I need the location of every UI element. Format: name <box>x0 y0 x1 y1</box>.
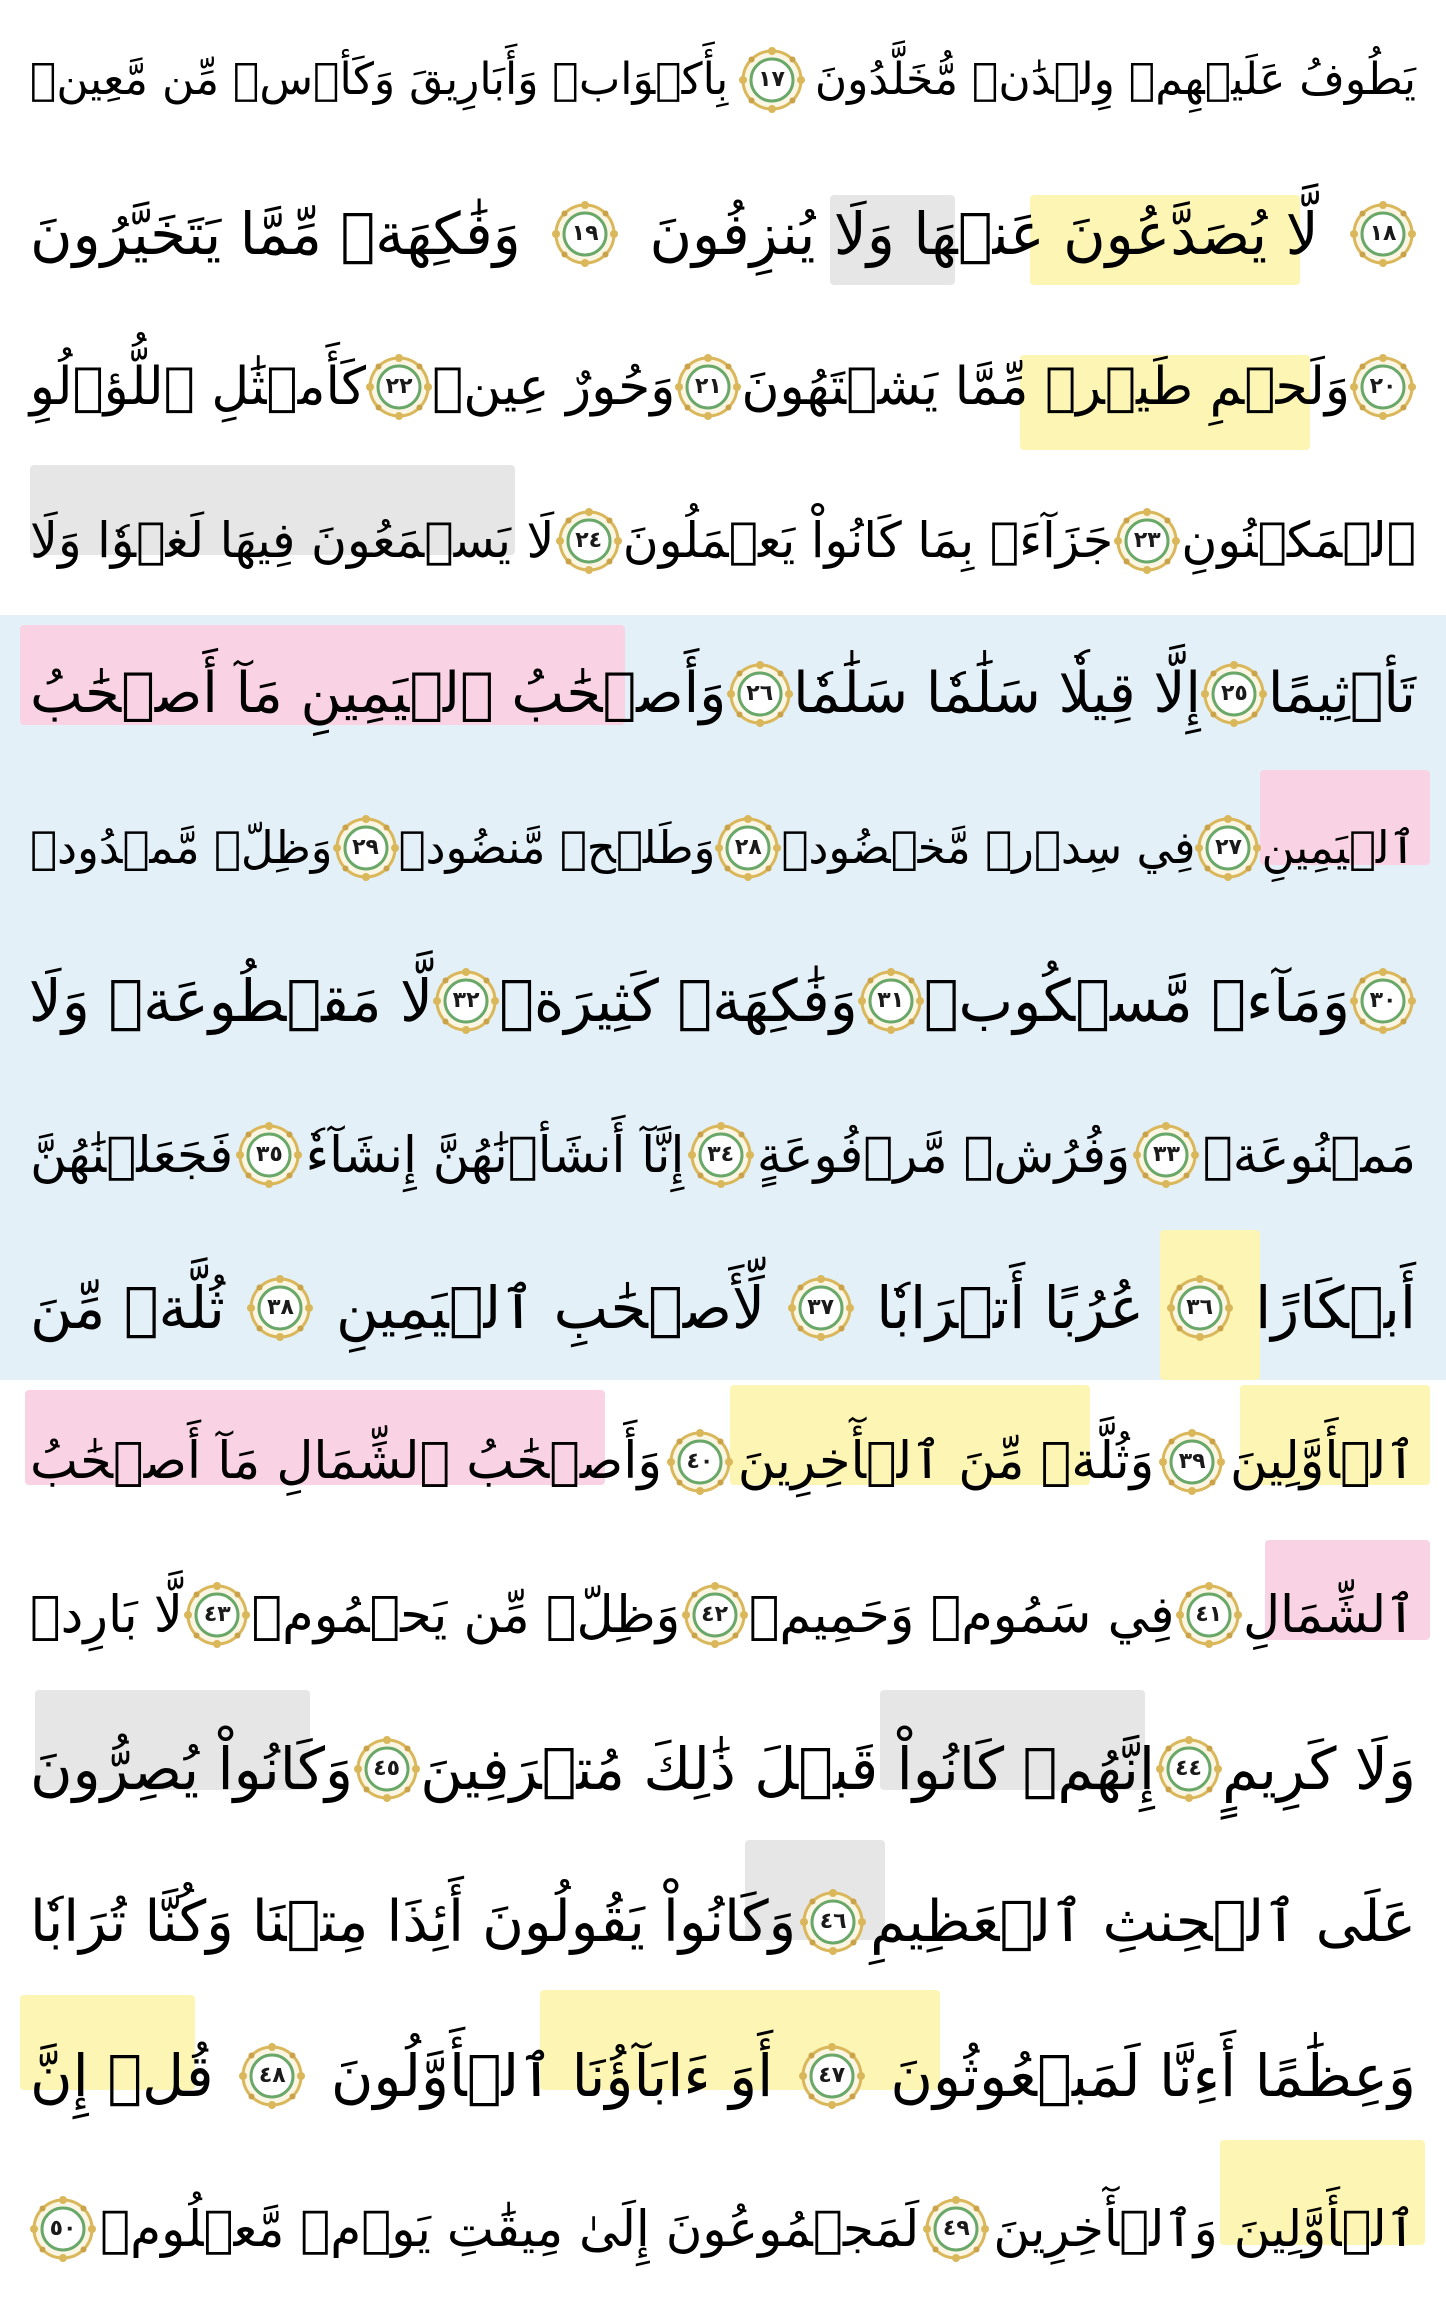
text-line <box>30 1857 1416 1987</box>
verse-text: كَأَمۡثَٰلِ ٱللُّؤۡلُوِ <box>29 357 367 417</box>
ayah-number-marker <box>667 1429 733 1495</box>
ayah-number: ٢١ <box>694 374 722 399</box>
verse-text: ٱلۡأَوَّلِينَ <box>1230 1432 1416 1491</box>
text-line <box>30 1550 1416 1680</box>
text-line <box>30 476 1416 606</box>
verse-text: إِنَّآ أَنشَأۡنَٰهُنَّ إِنشَآءٗ <box>305 1125 685 1184</box>
verse-text: لِّأَصۡحَٰبِ ٱلۡيَمِينِ <box>336 1274 766 1342</box>
verse-text: بِأَكۡوَابٖ وَأَبَارِيقَ وَكَأۡسٖ مِّن مَّعِينٖ <box>30 54 729 105</box>
ayah-number: ٢٠ <box>1369 374 1397 399</box>
verse-text: وَفُرُشٖ مَّرۡفُوعَةٍ <box>756 1125 1131 1184</box>
ayah-number: ٤٠ <box>686 1448 714 1474</box>
verse-text: وَكَانُواْ يَقُولُونَ أَئِذَا مِتۡنَا وَكُنَّا تُرَابٗا <box>30 1888 797 1955</box>
ayah-number: ٣٣ <box>1153 1141 1180 1167</box>
verse-text: جَزَآءَۢ بِمَا كَانُواْ يَعۡمَلُونَ <box>622 512 1114 569</box>
verse-text: ثُلَّةٞ مِّنَ <box>30 1274 225 1342</box>
verse-text: وَفَٰكِهَةٖ مِّمَّا يَتَخَيَّرُونَ <box>30 199 521 268</box>
ayah-number-marker <box>552 201 618 267</box>
ayah-number: ٤٦ <box>819 1909 847 1934</box>
verse-text: أَبۡكَارًا <box>1255 1274 1416 1342</box>
verse-text: ٱلۡأَوَّلِينَ وَٱلۡأٓخِرِينَ <box>993 2200 1416 2258</box>
verse-text: لَمَجۡمُوعُونَ إِلَىٰ مِيقَٰتِ يَوۡمٖ مَّعۡلُومٖ <box>100 2200 920 2258</box>
verse-text: لَّا مَقۡطُوعَةٖ وَلَا <box>28 967 434 1035</box>
text-line <box>30 2011 1416 2141</box>
ayah-number-marker <box>800 1889 866 1955</box>
ayah-number-marker <box>1176 1582 1242 1648</box>
ayah-number: ٢٧ <box>1215 834 1242 860</box>
text-line <box>30 629 1416 759</box>
ayah-number-marker <box>788 1275 854 1341</box>
ayah-number: ٣٥ <box>255 1141 283 1167</box>
verse-text: وَفَٰكِهَةٖ كَثِيرَةٖ <box>499 967 858 1035</box>
text-line <box>30 783 1416 913</box>
ayah-number-marker <box>239 2043 305 2109</box>
verse-text: ٱلۡمَكۡنُونِ <box>1181 512 1416 569</box>
ayah-number-marker <box>923 2196 989 2262</box>
ayah-number: ٢٨ <box>734 834 762 860</box>
ayah-number-marker <box>1350 354 1416 420</box>
verse-text: وَظِلّٖ مَّمۡدُودٖ <box>30 821 333 874</box>
verse-text: وَلَحۡمِ طَيۡرٖ مِّمَّا يَشۡتَهُونَ <box>741 357 1350 417</box>
text-line <box>30 169 1416 299</box>
text-line <box>30 1090 1416 1220</box>
ayah-number: ٢٦ <box>746 681 774 706</box>
ayah-number-marker <box>30 2196 96 2262</box>
ayah-number-marker <box>739 47 805 113</box>
ayah-number: ٣٤ <box>707 1141 735 1167</box>
ayah-number-marker <box>354 1736 420 1802</box>
ayah-number: ٤٤ <box>1175 1755 1202 1781</box>
verse-text: أَوَ ءَابَآؤُنَا ٱلۡأَوَّلُونَ <box>330 2041 774 2110</box>
ayah-number: ٤٣ <box>203 1602 231 1627</box>
ayah-number-marker <box>1350 201 1416 267</box>
verse-text: ٱلشِّمَالِ <box>1243 1585 1416 1645</box>
ayah-number: ٢٩ <box>352 834 379 860</box>
ayah-number-marker <box>366 354 432 420</box>
verse-text: وَطَلۡحٖ مَّنضُودٖ <box>398 821 716 874</box>
verse-text: ٱلۡيَمِينِ <box>1261 821 1416 874</box>
ayah-number: ٤٧ <box>818 2062 846 2088</box>
ayah-number: ٢٤ <box>575 527 603 553</box>
verse-text: وَكَانُواْ يُصِرُّونَ <box>30 1734 354 1803</box>
ayah-number-marker <box>1156 1736 1222 1802</box>
ayah-number: ٤٥ <box>373 1755 401 1781</box>
ayah-number: ٣٢ <box>452 988 480 1013</box>
text-line <box>30 15 1416 145</box>
ayah-number-marker <box>858 968 924 1034</box>
ayah-number: ٤١ <box>1195 1602 1223 1627</box>
verse-text: إِلَّا قِيلٗا سَلَٰمٗا سَلَٰمٗا <box>793 661 1201 726</box>
ayah-number-marker <box>247 1275 313 1341</box>
verse-text: وَأَصۡحَٰبُ ٱلشِّمَالِ مَآ أَصۡحَٰبُ <box>30 1432 663 1491</box>
ayah-number: ٣١ <box>877 988 905 1013</box>
text-line <box>30 322 1416 452</box>
ayah-number: ٥٠ <box>49 2216 77 2241</box>
ayah-number-marker <box>1133 1122 1199 1188</box>
ayah-number-marker <box>333 815 399 881</box>
verse-text: قُلۡ إِنَّ <box>30 2041 214 2110</box>
ayah-number-marker <box>727 661 793 727</box>
verse-text: وَظِلّٖ مِّن يَحۡمُومٖ <box>251 1585 681 1645</box>
ayah-number: ٢٢ <box>385 374 413 399</box>
ayah-number-marker <box>675 354 741 420</box>
verse-text: فِي سَمُومٖ وَحَمِيمٖ <box>748 1585 1175 1645</box>
ayah-number-marker <box>715 815 781 881</box>
ayah-number-marker <box>1114 508 1180 574</box>
verse-text: وَثُلَّةٞ مِّنَ ٱلۡأٓخِرِينَ <box>737 1432 1155 1491</box>
verse-text: فَجَعَلۡنَٰهُنَّ <box>30 1125 234 1184</box>
ayah-number-marker <box>682 1582 748 1648</box>
ayah-number: ١٨ <box>1369 220 1397 246</box>
verse-text: تَأۡثِيمًا <box>1267 661 1416 726</box>
ayah-number: ١٧ <box>758 67 785 92</box>
ayah-number: ٣٩ <box>1178 1448 1206 1474</box>
ayah-number: ٣٨ <box>267 1295 294 1320</box>
text-line <box>30 1704 1416 1834</box>
text-line <box>30 1243 1416 1373</box>
text-line <box>30 2164 1416 2294</box>
ayah-number: ٣٧ <box>807 1295 835 1320</box>
ayah-number-marker <box>556 508 622 574</box>
verse-text: لَّا بَارِدٖ <box>30 1585 184 1645</box>
verse-text: وَعِظَٰمًا أَءِنَّا لَمَبۡعُوثُونَ <box>890 2041 1416 2110</box>
ayah-number: ٤٨ <box>258 2062 286 2088</box>
verse-text: وَلَا كَرِيمٍ <box>1222 1734 1416 1803</box>
ayah-number-marker <box>688 1122 754 1188</box>
verse-text: يَطُوفُ عَلَيۡهِمۡ وِلۡدَٰنٞ مُّخَلَّدُونَ <box>814 54 1416 105</box>
verse-text: لَّا يُصَدَّعُونَ عَنۡهَا وَلَا يُنزِفُونَ <box>649 199 1319 268</box>
verse-text: لَا يَسۡمَعُونَ فِيهَا لَغۡوٗا وَلَا <box>30 512 555 569</box>
ayah-number-marker <box>1167 1275 1233 1341</box>
verse-text: عُرُبًا أَتۡرَابٗا <box>876 1274 1145 1342</box>
verse-text: وَأَصۡحَٰبُ ٱلۡيَمِينِ مَآ أَصۡحَٰبُ <box>30 661 727 726</box>
ayah-number: ٣٦ <box>1186 1295 1214 1320</box>
ayah-number-marker <box>236 1122 302 1188</box>
ayah-number-marker <box>1159 1429 1225 1495</box>
ayah-number: ٣٠ <box>1369 988 1397 1013</box>
ayah-number-marker <box>433 968 499 1034</box>
ayah-number: ٢٥ <box>1220 681 1248 706</box>
verse-text: وَحُورٌ عِينٞ <box>432 357 676 417</box>
ayah-number: ٤٩ <box>942 2216 970 2241</box>
ayah-number-marker <box>799 2043 865 2109</box>
ayah-number-marker <box>184 1582 250 1648</box>
ayah-number-marker <box>1195 815 1261 881</box>
text-line <box>30 1397 1416 1527</box>
ayah-number: ١٩ <box>571 220 599 246</box>
verse-text: فِي سِدۡرٖ مَّخۡضُودٖ <box>781 821 1196 874</box>
verse-text: إِنَّهُمۡ كَانُواْ قَبۡلَ ذَٰلِكَ مُتۡرَفِينَ <box>420 1734 1155 1803</box>
ayah-number-marker <box>1350 968 1416 1034</box>
text-line <box>30 936 1416 1066</box>
ayah-number: ٤٢ <box>701 1602 728 1627</box>
verse-text: مَمۡنُوعَةٖ <box>1202 1125 1416 1184</box>
ayah-number-marker <box>1201 661 1267 727</box>
verse-text: وَمَآءٖ مَّسۡكُوبٖ <box>923 967 1350 1035</box>
verse-text: عَلَى ٱلۡحِنثِ ٱلۡعَظِيمِ <box>870 1888 1416 1955</box>
ayah-number: ٢٣ <box>1133 527 1161 553</box>
